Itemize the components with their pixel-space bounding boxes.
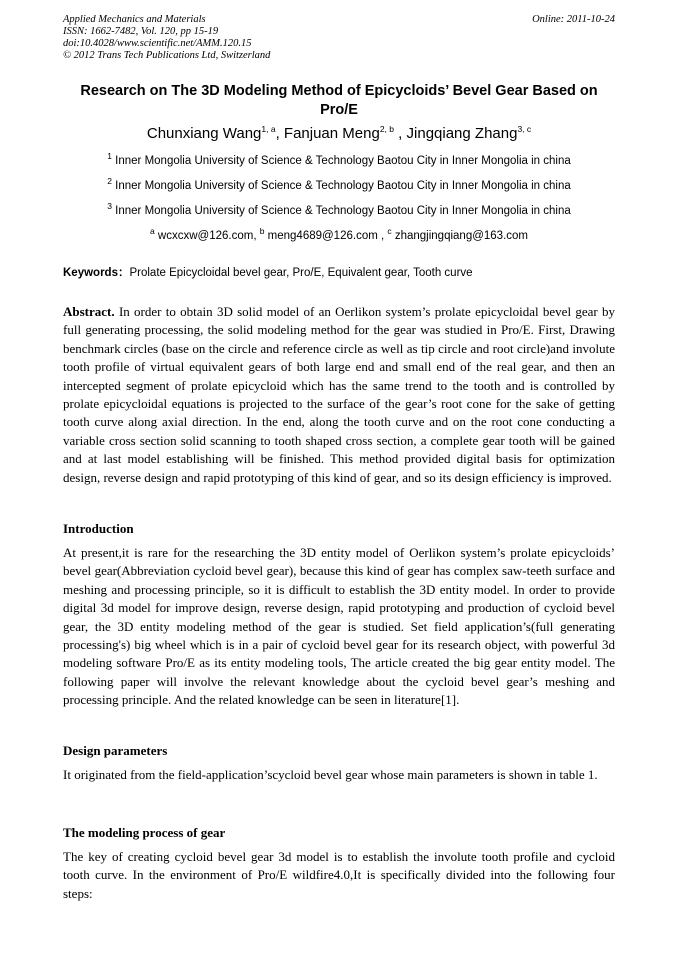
keywords-label: Keywords： [63,267,130,279]
email-address: wcxcxw@126.com [157,230,254,242]
email-marker: c [387,226,392,237]
keywords [63,266,615,280]
abstract-text: In order to obtain 3D solid model of an Oerlikon system’s prolate epicycloidal bevel gear by full generating processing, the solid modeling method for the gear was studied in Pro/E. First, Drawing benchmark circles (base on the circle and reference circle as well as tip circle and root circle)and involute tooth profile of virtual equivalent gears of both large end and small end of the real gear, and then an intercepted segment of prolate epicycloid which has the same trend to the tooth and is controlled by prolate epicycloidal equations is projected to the surface of the gear’s root cone for the sake of getting tooth curve along axial direction. In the end, along the tooth curve and on the root cone conducting a variable cross section solid scanning to tooth shaped cross section, a complete gear tooth will be gained and at last model establishing will be finished. This method provided digital basis for optimization design, reverse design and rapid prototyping of this kind of gear, and so its design efficiency is improved. [63,304,616,485]
journal-name: Applied Mechanics and Materials [63,14,206,25]
affiliation-1 [63,151,615,168]
affiliation-number: 3 [107,201,112,212]
email-address: zhangjingqiang@163.com [394,230,528,242]
section-heading-design-parameters: Design parameters [63,743,168,758]
journal-header [63,14,615,62]
email-list [63,226,615,243]
author-name: Chunxiang Wang [146,125,262,142]
author-affil-marker: 3, c [517,124,532,134]
affiliation-2 [63,176,615,193]
author-separator: , [394,125,407,142]
online-date: Online: 2011-10-24 [532,14,615,25]
section-heading-modeling-process: The modeling process of gear [63,825,226,840]
doi-line: doi:10.4028/www.scientific.net/AMM.120.15 [63,38,252,49]
affiliation-number: 1 [107,151,112,162]
design-parameters-paragraph: It originated from the field-application’scycloid bevel gear whose main parameters is shown in table 1. [63,767,598,782]
affiliation-3 [63,201,615,218]
keywords-text: Prolate Epicycloidal bevel gear, Pro/E, Equivalent gear, Tooth curve [129,267,473,279]
abstract-label: Abstract. [63,304,115,319]
modeling-process-paragraph: The key of creating cycloid bevel gear 3d model is to establish the involute tooth profile and cycloid tooth curve. In the environment of Pro/E wildfire4.0,It is specifically divided into the following four steps: [63,849,615,901]
copyright-line: © 2012 Trans Tech Publications Ltd, Switzerland [63,50,271,61]
introduction-paragraph: At present,it is rare for the researching the 3D entity model of Oerlikon system’s prolate epicycloids’ bevel gear(Abbreviation cycloid bevel gear), because this kind of gear has complex saw-teeth surface and meshing and processing principle, so it is difficult to establish the 3D entity model. In order to provide digital 3d model for improve design, reverse design, rapid prototyping and production of cycloid bevel gear, the 3D entity modeling method of the gear is studied. Set field application’s(full generating processing's) big wheel which is in a pair of cycloid bevel gear for its research object, with powerful 3d modeling software Pro/E as its entity modeling tools, The article created the big gear entity model. The following paper will involve the relevant knowledge about the cycloid bevel gear’s meshing and processing principle. And the related knowledge can be seen in literature[1]. [63,545,615,708]
email-separator: , [253,230,260,242]
author-list [63,124,615,144]
author-affil-marker: 1, a [261,124,276,134]
email-separator: , [377,230,388,242]
author-affil-marker: 2, b [379,124,394,134]
affiliation-text: Inner Mongolia University of Science & Technology Baotou City in Inner Mongolia in china [115,180,571,192]
issn-line: ISSN: 1662-7482, Vol. 120, pp 15-19 [63,26,219,37]
section-heading-introduction: Introduction [63,521,134,536]
affiliation-text: Inner Mongolia University of Science & Technology Baotou City in Inner Mongolia in china [115,205,571,217]
author-separator: , [275,125,284,142]
email-marker: a [149,226,155,237]
author-name: Fanjuan Meng [283,125,380,142]
abstract [63,303,615,487]
affiliation-text: Inner Mongolia University of Science & Technology Baotou City in Inner Mongolia in china [115,155,571,167]
email-marker: b [259,226,265,237]
email-address: meng4689@126.com [267,230,378,242]
author-name: Jingqiang Zhang [406,125,518,142]
affiliation-number: 2 [107,176,112,187]
paper-title: Research on The 3D Modeling Method of Epicycloids’ Bevel Gear Based on Pro/E [80,83,598,118]
